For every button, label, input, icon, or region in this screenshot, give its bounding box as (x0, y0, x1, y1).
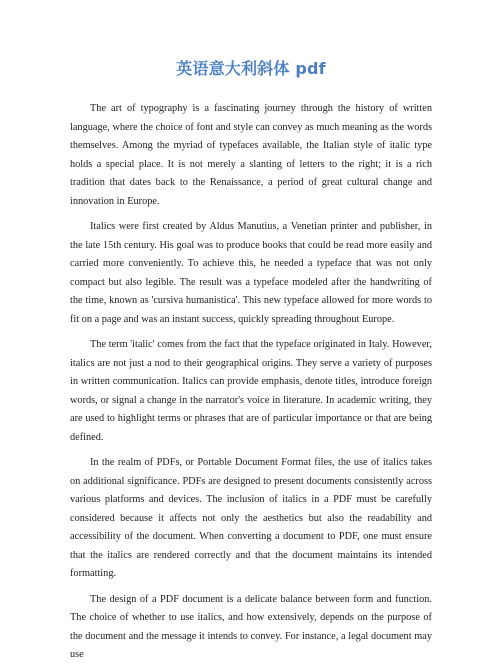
paragraph-1: The art of typography is a fascinating journey through the history of written language, where the choice of font and style can convey as much meaning as the words themselves. Among the myriad of typefaces available, the Italian style of italic type holds a special place. It is not merely a slanting of letters to the right; it is a rich tradition that dates back to the Renaissance, a period of great cultural change and innovation in Europe. (70, 103, 432, 207)
paragraph-5: The design of a PDF document is a delicate balance between form and function. The choice of whether to use italics, and how extensively, depends on the purpose of the document and the message it intends to convey. For instance, a legal document may use (70, 593, 432, 660)
paragraph-3: The term 'italic' comes from the fact that the typeface originated in Italy. However, italics are not just a nod to their geographical origins. They serve a variety of purposes in written communication. Italics can provide emphasis, denote titles, introduce foreign words, or signal a change in the narrator's voice in literature. In academic writing, they are used to highlight terms or phrases that are of particular importance or that are being defined. (70, 339, 432, 443)
paragraph-2: Italics were first created by Aldus Manutius, a Venetian printer and publisher, in the late 15th century. His goal was to produce books that could be read more easily and carried more conveniently. To achieve this, he needed a typeface that was not only compact but also legible. The result was a typeface modeled after the handwriting of the time, known as 'cursiva humanistica'. This new typeface allowed for more words to fit on a page and was an instant success, quickly spreading throughout Europe. (70, 221, 432, 325)
document-title: 英语意大利斜体 pdf (176, 59, 326, 78)
paragraph-4: In the realm of PDFs, or Portable Document Format files, the use of italics takes on additional significance. PDFs are designed to present documents consistently across various platforms and devices. The inclusion of italics in a PDF must be carefully considered because it affects not only the aesthetics but also the readability and accessibility of the document. When converting a document to PDF, one must ensure that the italics are rendered correctly and that the document maintains its intended formatting. (70, 457, 432, 579)
